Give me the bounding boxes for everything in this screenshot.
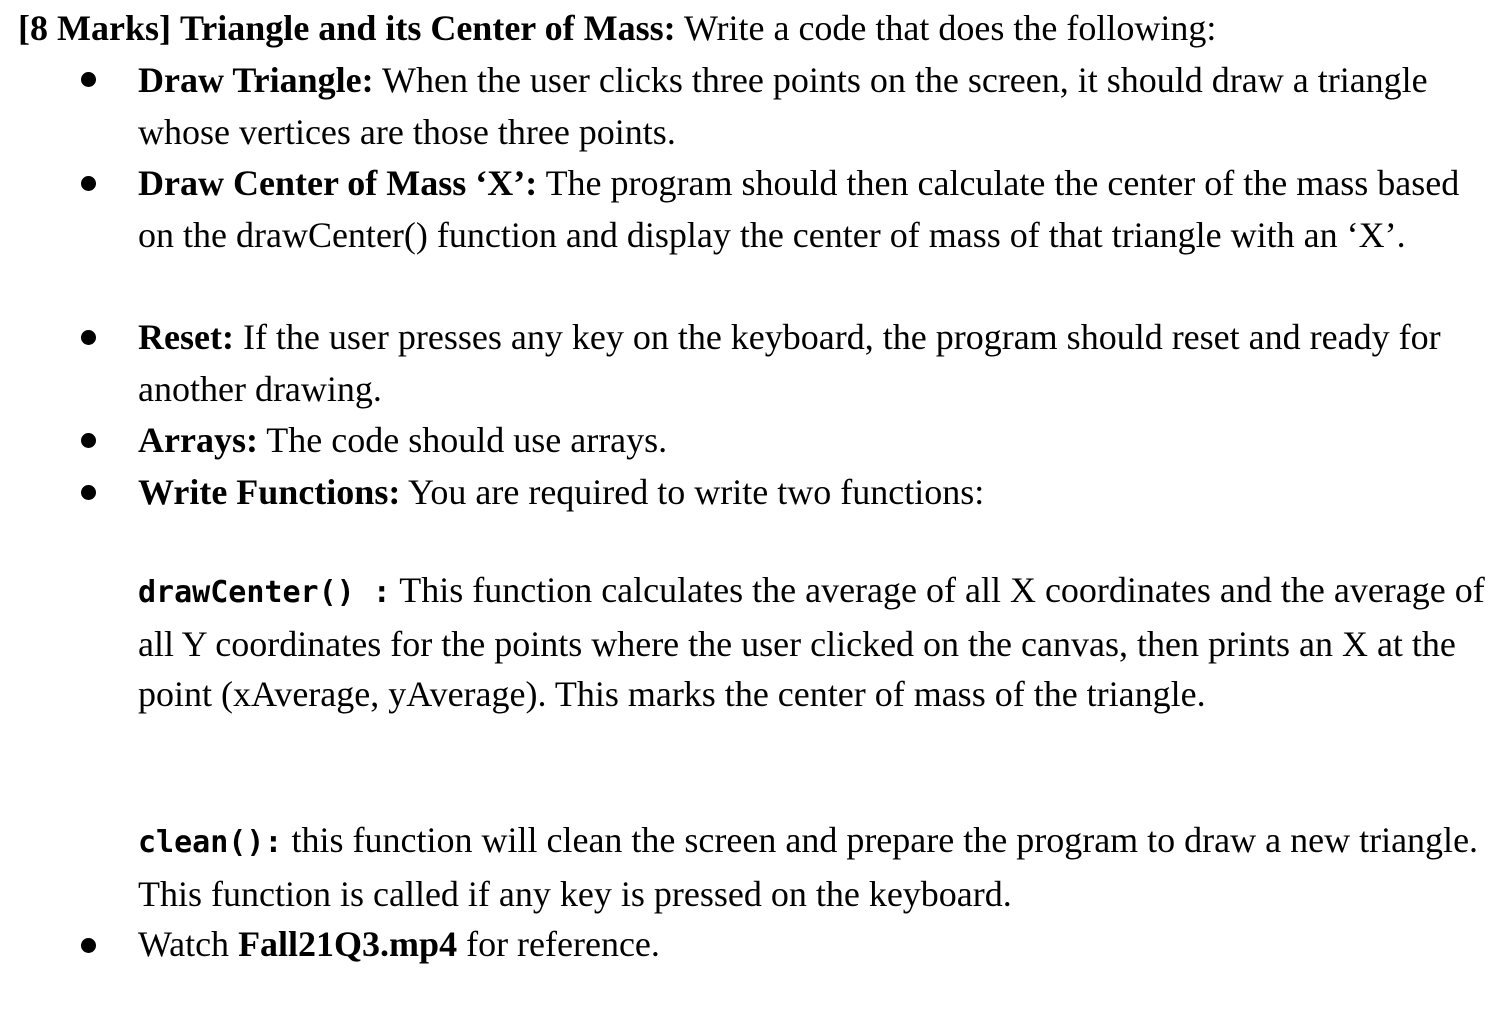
bullet-item-reset <box>138 312 1488 415</box>
bullet-label: Draw Triangle: <box>138 60 374 100</box>
question-intro: Write a code that does the following: <box>675 8 1217 48</box>
function-description-drawcenter <box>138 565 1488 720</box>
question-title: Triangle and its Center of Mass: <box>179 8 676 48</box>
bullet-item-write-functions <box>138 467 1488 519</box>
bullet-item-draw-triangle <box>138 55 1488 158</box>
bullet-marker <box>81 330 96 345</box>
bullet-label: Write Functions: <box>138 472 401 512</box>
reference-suffix: for reference. <box>457 924 660 964</box>
bullet-text: You are required to write two functions: <box>400 472 985 512</box>
function-name: clean(): <box>138 825 283 860</box>
question-marks: [8 Marks] <box>18 8 171 48</box>
bullet-text: The program should then calculate the center of the mass based on the drawCenter() function and display the center of mass of that triangle with an ‘X’. <box>138 163 1460 255</box>
bullet-marker <box>81 176 96 191</box>
function-text: this function will clean the screen and prepare the program to draw a new triangle. This function is called if any key is pressed on the keyboard. <box>138 820 1479 914</box>
reference-prefix: Watch <box>138 924 239 964</box>
bullet-marker <box>81 72 96 87</box>
bullet-text: When the user clicks three points on the screen, it should draw a triangle whose vertices are those three points. <box>138 60 1428 152</box>
bullet-item-arrays <box>138 415 1488 467</box>
bullet-label: Draw Center of Mass ‘X’: <box>138 163 538 203</box>
bullet-text: The code should use arrays. <box>257 420 668 460</box>
bullet-marker <box>81 938 96 953</box>
bullet-text: If the user presses any key on the keyboard, the program should reset and ready for another drawing. <box>138 317 1441 409</box>
question-heading <box>18 2 1216 54</box>
function-text: This function calculates the average of all X coordinates and the average of all Y coordinates for the points where the user clicked on the canvas, then prints an X at the point (xAverage, yAverage). This marks the center of mass of the triangle. <box>138 570 1485 714</box>
bullet-marker <box>81 485 96 500</box>
bullet-marker <box>81 433 96 448</box>
bullet-item-reference <box>138 919 1488 971</box>
bullet-label: Reset: <box>138 317 234 357</box>
bullet-item-center-of-mass <box>138 158 1488 261</box>
function-name: drawCenter() : <box>138 575 391 610</box>
bullet-label: Arrays: <box>138 420 258 460</box>
reference-file: Fall21Q3.mp4 <box>238 924 458 964</box>
function-description-clean <box>138 815 1488 919</box>
